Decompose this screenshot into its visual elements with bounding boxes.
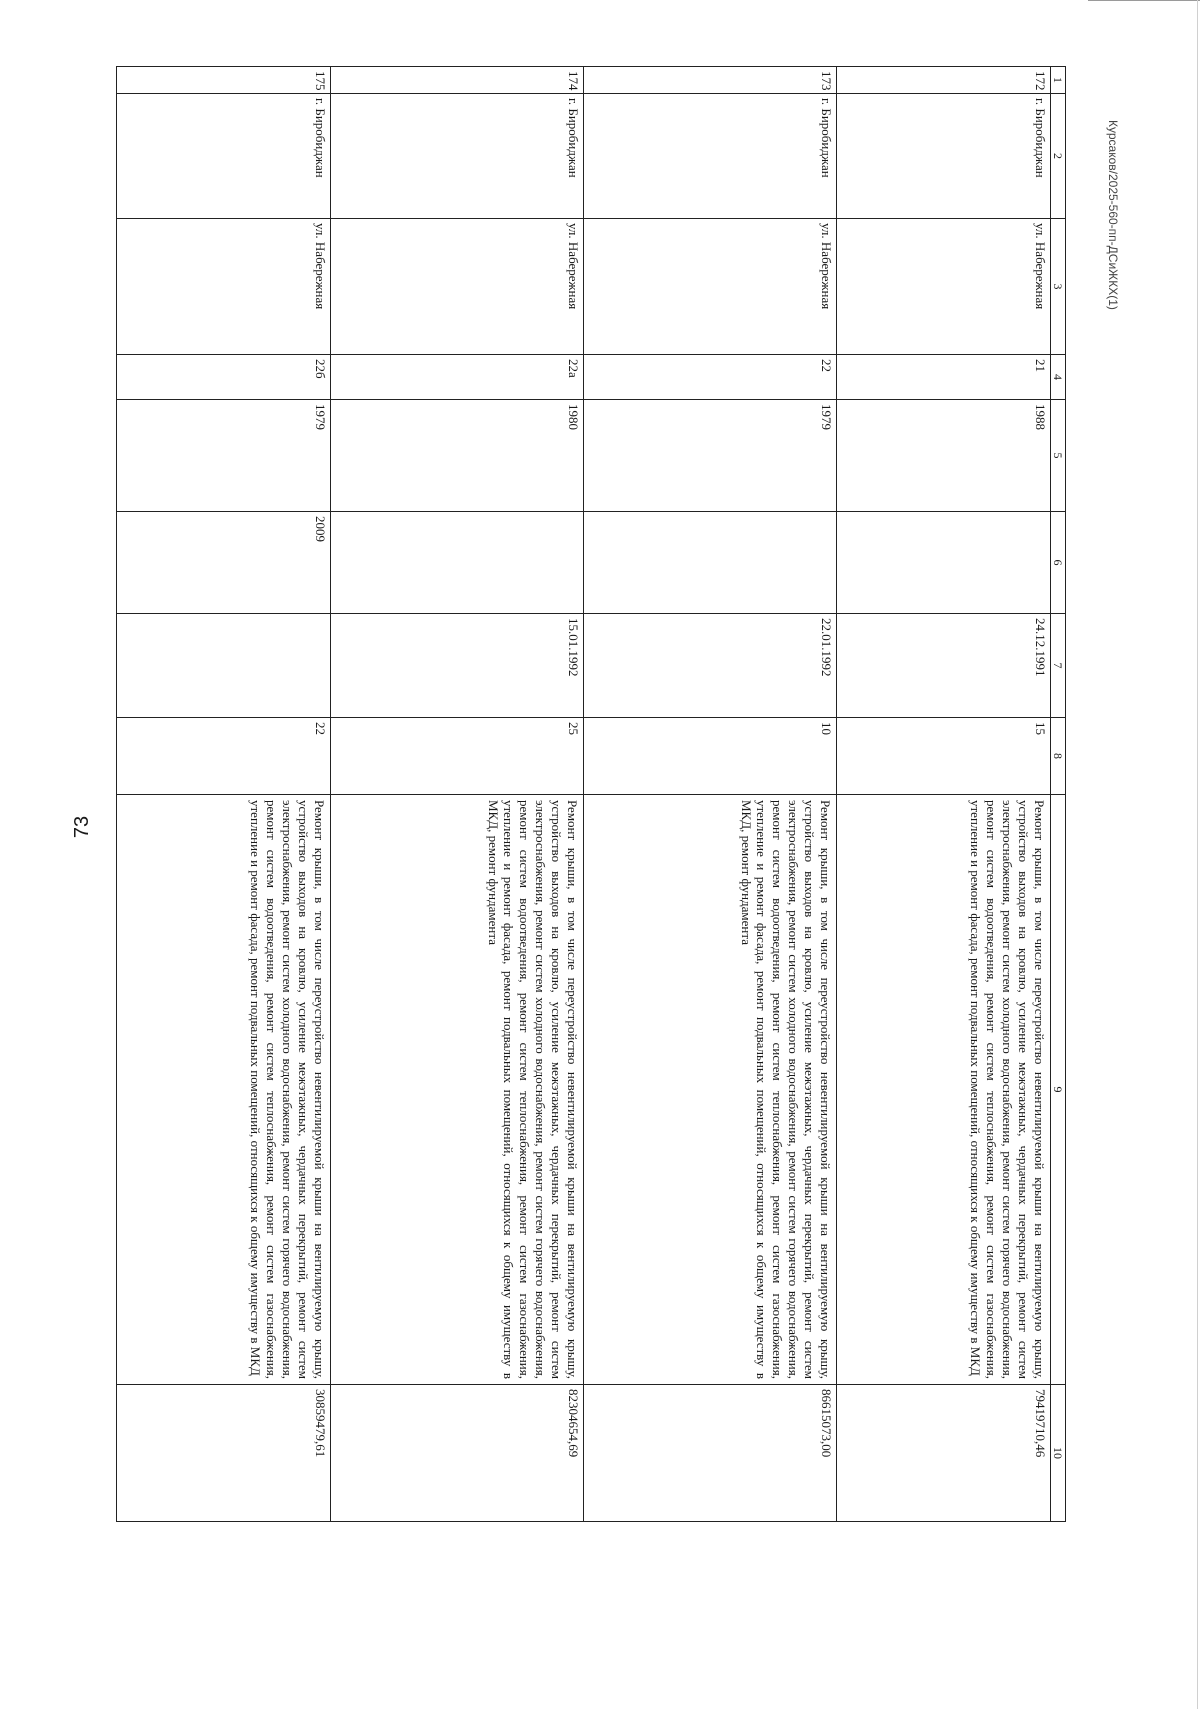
header-cell: 3 [1050, 219, 1065, 355]
col8-cell: 25 [330, 718, 583, 795]
header-cell: 8 [1050, 718, 1065, 795]
date-cell [117, 614, 331, 718]
works-cell: Ремонт крыши, в том числе переустройство невентилируемой крыши на вентилируемую крышу, устройство выходов на кровлю, усиление межэтажных, чердачных перекрытий, ремонт систем электроснабжения, ремонт систем холодного водоснабжения, ремонт систем горячего водоснабжения, ремонт систем водоотведения, ремонт систем теплоснабжения, ремонт систем газоснабжения, утепление и ремонт фасада, ремонт подвальных помещений, относящихся к общему имуществу в МКД [836, 795, 1050, 1385]
row-number: 174 [330, 67, 583, 94]
header-cell: 9 [1050, 795, 1065, 1385]
house-cell: 22 [583, 355, 836, 400]
date-cell: 24.12.1991 [836, 614, 1050, 718]
year-cell: 1980 [330, 400, 583, 512]
year-cell: 1988 [836, 400, 1050, 512]
city-cell: г. Биробиджан [583, 94, 836, 219]
header-cell: 6 [1050, 512, 1065, 614]
street-cell: ул. Набережная [836, 219, 1050, 355]
header-cell: 1 [1050, 67, 1065, 94]
works-cell: Ремонт крыши, в том числе переустройство невентилируемой крыши на вентилируемую крышу, устройство выходов на кровлю, усиление межэтажных, чердачных перекрытий, ремонт систем электроснабжения, ремонт систем холодного водоснабжения, ремонт систем горячего водоснабжения, ремонт систем водоотведения, ремонт систем теплоснабжения, ремонт систем газоснабжения, утепление и ремонт фасада, ремонт подвальных помещений, относящихся к общему имуществу в МКД, ремонт фундамента [583, 795, 836, 1385]
header-cell: 10 [1050, 1385, 1065, 1522]
row-number: 173 [583, 67, 836, 94]
col6-cell [330, 512, 583, 614]
document-id: Курсаков/2025-560-пп-ДСиЖКХ(1) [1106, 120, 1120, 310]
header-cell: 5 [1050, 400, 1065, 512]
col6-cell [836, 512, 1050, 614]
city-cell: г. Биробиджан [330, 94, 583, 219]
house-cell: 21 [836, 355, 1050, 400]
scan-edge-shadow [1197, 0, 1198, 1709]
row-number: 172 [836, 67, 1050, 94]
col8-cell: 22 [117, 718, 331, 795]
col8-cell: 10 [583, 718, 836, 795]
table-row [117, 67, 331, 1522]
header-cell: 2 [1050, 94, 1065, 219]
cost-cell: 86615073,00 [583, 1385, 836, 1522]
works-cell: Ремонт крыши, в том числе переустройство невентилируемой крыши на вентилируемую крышу, устройство выходов на кровлю, усиление межэтажных, чердачных перекрытий, ремонт систем электроснабжения, ремонт систем холодного водоснабжения, ремонт систем горячего водоснабжения, ремонт систем водоотведения, ремонт систем теплоснабжения, ремонт систем газоснабжения, утепление и ремонт фасада, ремонт подвальных помещений, относящихся к общему имуществу в МКД, ремонт фундамента [330, 795, 583, 1385]
year-cell: 1979 [117, 400, 331, 512]
city-cell: г. Биробиджан [836, 94, 1050, 219]
cost-cell: 79419710,46 [836, 1385, 1050, 1522]
year-cell: 1979 [583, 400, 836, 512]
cost-cell: 82304654,69 [330, 1385, 583, 1522]
scan-edge-line [1088, 0, 1200, 1]
street-cell: ул. Набережная [583, 219, 836, 355]
rotated-table-container [116, 66, 1066, 1521]
date-cell: 15.01.1992 [330, 614, 583, 718]
header-cell: 7 [1050, 614, 1065, 718]
date-cell: 22.01.1992 [583, 614, 836, 718]
city-cell: г. Биробиджан [117, 94, 331, 219]
col6-cell: 2009 [117, 512, 331, 614]
cost-cell: 30859479,61 [117, 1385, 331, 1522]
row-number: 175 [117, 67, 331, 94]
house-cell: 22б [117, 355, 331, 400]
table-row [330, 67, 583, 1522]
col6-cell [583, 512, 836, 614]
page-number: 73 [71, 815, 93, 839]
table-row [583, 67, 836, 1522]
table-header-row [1050, 67, 1065, 1522]
street-cell: ул. Набережная [117, 219, 331, 355]
street-cell: ул. Набережная [330, 219, 583, 355]
table-row [836, 67, 1050, 1522]
col8-cell: 15 [836, 718, 1050, 795]
header-cell: 4 [1050, 355, 1065, 400]
repair-program-table [116, 66, 1066, 1522]
house-cell: 22а [330, 355, 583, 400]
works-cell: Ремонт крыши, в том числе переустройство невентилируемой крыши на вентилируемую крышу, устройство выходов на кровлю, усиление межэтажных, чердачных перекрытий, ремонт систем электроснабжения, ремонт систем холодного водоснабжения, ремонт систем горячего водоснабжения, ремонт систем водоотведения, ремонт систем теплоснабжения, ремонт систем газоснабжения, утепление и ремонт фасада, ремонт подвальных помещений, относящихся к общему имуществу в МКД [117, 795, 331, 1385]
